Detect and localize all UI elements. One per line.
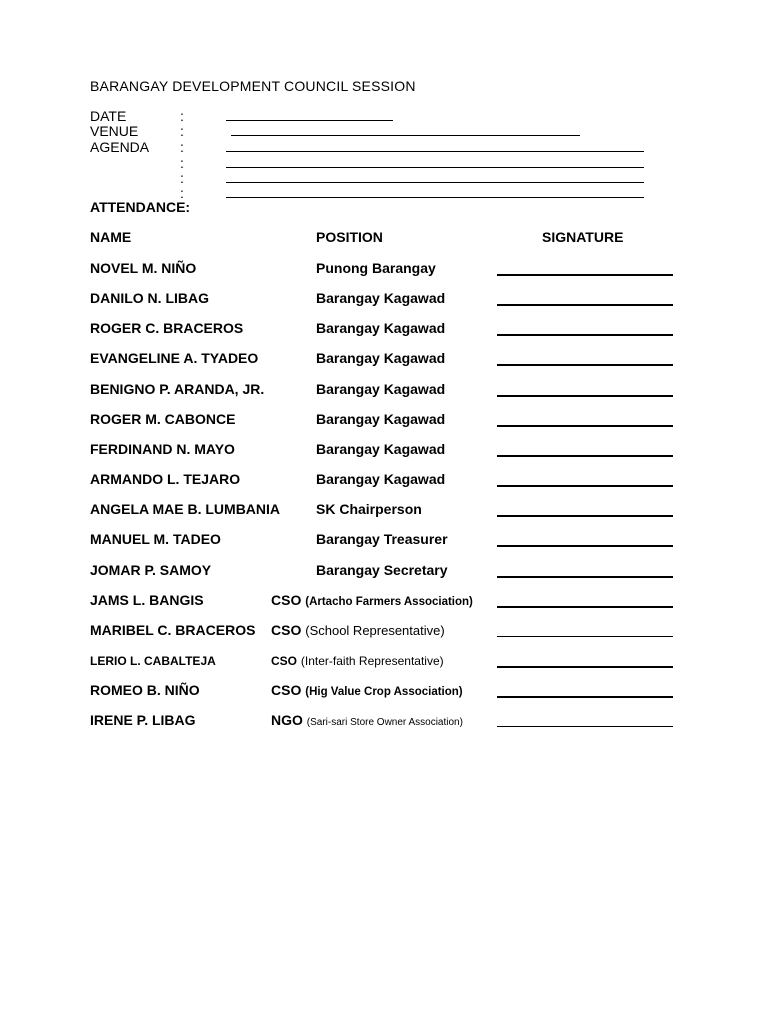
attendance-row: [0, 320, 768, 340]
signature-line[interactable]: [497, 636, 673, 637]
agenda-colon-3: :: [180, 170, 184, 186]
attendee-position: Barangay Kagawad: [316, 471, 446, 487]
attendee-name: MANUEL M. TADEO: [90, 531, 221, 547]
signature-line[interactable]: [497, 364, 673, 366]
signature-line[interactable]: [497, 696, 673, 698]
attendee-name: DANILO N. LIBAG: [90, 290, 209, 306]
attendance-heading: ATTENDANCE:: [90, 199, 191, 215]
meta-agenda-row-2: [90, 155, 650, 171]
attendee-position: Barangay Kagawad: [316, 320, 446, 336]
org-code: CSO: [271, 592, 302, 608]
meta-agenda-row: [90, 139, 650, 155]
signature-line[interactable]: [497, 515, 673, 517]
attendance-row: [0, 260, 768, 280]
attendee-position: Barangay Kagawad: [316, 350, 446, 366]
column-header-signature: SIGNATURE: [542, 229, 624, 245]
attendance-row: [0, 531, 768, 551]
attendance-row: [0, 682, 768, 702]
attendee-organization: [271, 712, 463, 728]
signature-line[interactable]: [497, 485, 673, 487]
attendee-name: NOVEL M. NIÑO: [90, 260, 197, 276]
attendee-name: JAMS L. BANGIS: [90, 592, 204, 608]
attendance-row: [0, 350, 768, 370]
attendee-name: EVANGELINE A. TYADEO: [90, 350, 259, 366]
signature-line[interactable]: [497, 545, 673, 547]
agenda-blank-line-1[interactable]: [226, 151, 644, 152]
agenda-label: AGENDA: [90, 139, 150, 155]
attendee-organization: [271, 592, 473, 608]
attendee-organization: [271, 682, 463, 698]
signature-line[interactable]: [497, 726, 673, 727]
venue-colon: :: [180, 123, 184, 139]
agenda-colon-2: :: [180, 155, 184, 171]
signature-line[interactable]: [497, 455, 673, 457]
org-description: (Inter-faith Representative): [300, 654, 444, 668]
org-description: (Hig Value Crop Association): [305, 686, 463, 698]
attendee-name: JOMAR P. SAMOY: [90, 562, 212, 578]
agenda-blank-line-4[interactable]: [226, 197, 644, 198]
signature-line[interactable]: [497, 274, 673, 276]
attendee-name: ROGER C. BRACEROS: [90, 320, 244, 336]
signature-line[interactable]: [497, 666, 673, 668]
meta-venue-row: [90, 123, 650, 139]
org-code: CSO: [271, 622, 302, 638]
attendee-position: Barangay Treasurer: [316, 531, 448, 547]
document-title: BARANGAY DEVELOPMENT COUNCIL SESSION: [90, 78, 416, 94]
attendee-position: SK Chairperson: [316, 501, 422, 517]
signature-line[interactable]: [497, 395, 673, 397]
signature-line[interactable]: [497, 304, 673, 306]
attendee-position: Punong Barangay: [316, 260, 436, 276]
meta-date-row: [90, 108, 650, 124]
attendance-row: [0, 562, 768, 582]
org-code: CSO: [271, 682, 302, 698]
attendee-position: Barangay Kagawad: [316, 411, 446, 427]
date-blank-line[interactable]: [226, 120, 393, 121]
signature-line[interactable]: [497, 334, 673, 336]
agenda-colon: :: [180, 139, 184, 155]
venue-label: VENUE: [90, 123, 139, 139]
org-description: (Artacho Farmers Association): [305, 596, 473, 608]
org-code: CSO: [271, 654, 298, 668]
org-description: (School Representative): [305, 623, 445, 638]
attendee-name: IRENE P. LIBAG: [90, 712, 196, 728]
attendee-name: LERIO L. CABALTEJA: [90, 654, 216, 668]
agenda-blank-line-2[interactable]: [226, 167, 644, 168]
attendee-position: Barangay Kagawad: [316, 441, 446, 457]
column-header-position: POSITION: [316, 229, 383, 245]
attendee-position: Barangay Secretary: [316, 562, 448, 578]
org-code: NGO: [271, 712, 303, 728]
attendee-name: MARIBEL C. BRACEROS: [90, 622, 256, 638]
attendee-organization: [271, 652, 444, 668]
attendance-row: [0, 622, 768, 642]
attendance-row: [0, 411, 768, 431]
venue-blank-line[interactable]: [231, 135, 580, 136]
signature-line[interactable]: [497, 425, 673, 427]
attendance-row: [0, 652, 768, 672]
attendance-row: [0, 290, 768, 310]
attendee-position: Barangay Kagawad: [316, 381, 446, 397]
date-colon: :: [180, 108, 184, 124]
signature-line[interactable]: [497, 576, 673, 578]
attendance-row: [0, 712, 768, 732]
column-header-name: NAME: [90, 229, 132, 245]
attendee-organization: [271, 622, 445, 638]
agenda-colon-4: :: [180, 185, 184, 201]
attendance-row: [0, 381, 768, 401]
attendee-position: Barangay Kagawad: [316, 290, 446, 306]
attendance-row: [0, 441, 768, 461]
attendee-name: FERDINAND N. MAYO: [90, 441, 235, 457]
attendee-name: ROMEO B. NIÑO: [90, 682, 200, 698]
attendee-name: ARMANDO L. TEJARO: [90, 471, 241, 487]
meta-agenda-row-3: [90, 170, 650, 186]
attendee-name: BENIGNO P. ARANDA, JR.: [90, 381, 265, 397]
date-label: DATE: [90, 108, 127, 124]
attendance-row: [0, 592, 768, 612]
attendance-row: [0, 501, 768, 521]
agenda-blank-line-3[interactable]: [226, 182, 644, 183]
signature-line[interactable]: [497, 606, 673, 608]
attendance-row: [0, 471, 768, 491]
attendee-name: ANGELA MAE B. LUMBANIA: [90, 501, 281, 517]
attendee-name: ROGER M. CABONCE: [90, 411, 236, 427]
org-description: (Sari-sari Store Owner Association): [306, 717, 463, 728]
